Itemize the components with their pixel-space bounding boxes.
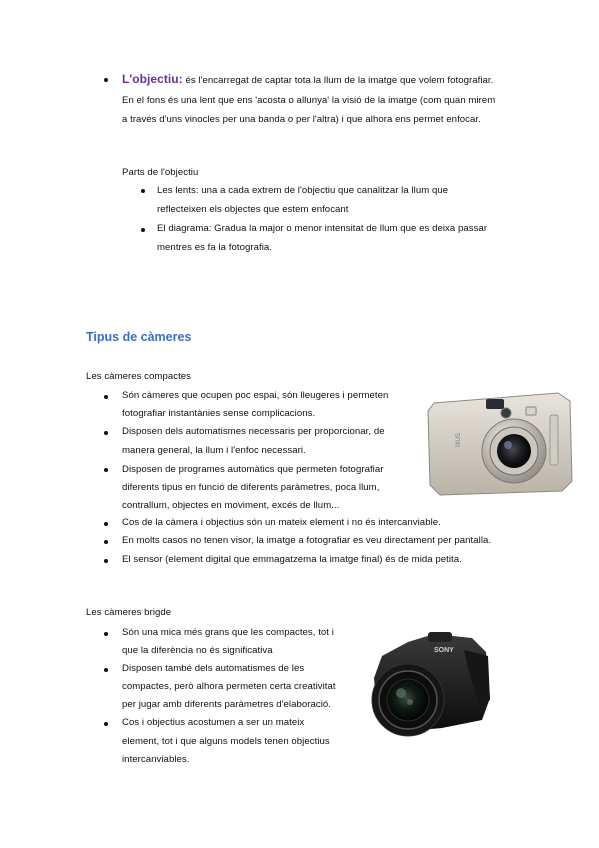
bullet [104,78,108,82]
bridge-heading: Les càmeres brigde [86,607,172,618]
bridge-camera-image [368,628,494,744]
bullet [141,189,145,193]
bridge-item-3-l2: element, tot i que alguns models tenen objectius [122,736,330,747]
parts-heading: Parts de l'objectiu [122,167,199,178]
objectiu-keyword: L'objectiu: [122,72,183,86]
sony-logo: SONY [434,647,454,654]
objectiu-line2: En el fons és una lent que ens 'acosta o allunya' la visió de la imatge (com quan mirem [122,95,496,106]
bridge-item-2-l3: per jugar amb diferents paràmetres d'elaboració. [122,699,332,710]
section-title: Tipus de càmeres [86,330,192,344]
compactes-item-3-l3: contrallum, objectes en moviment, excés de llum... [122,500,340,511]
bridge-item-2-l2: compactes, però alhora permeten certa creativitat [122,681,336,692]
compactes-item-3-l2: diferents tipus en funció de diferents paràmetres, poca llum, [122,482,380,493]
bullet [104,668,108,672]
parts-item-1-line1: Les lents: una a cada extrem de l'objectiu que canalitzar la llum que [157,185,449,196]
bridge-item-1-l2: que la diferència no és significativa [122,645,273,656]
objectiu-text1: és l'encarregat de captar tota la llum de la imatge que volem fotografiar. [182,75,494,86]
compactes-item-6: El sensor (element digital que emmagatzema la imatge final) és de mida petita. [122,554,462,565]
bullet [104,559,108,563]
bullet [104,431,108,435]
bridge-item-3-l3: intercanviables. [122,754,190,765]
bullet [141,228,145,232]
bullet [104,395,108,399]
parts-item-2-line1: El diagrama: Gradua la major o menor intensitat de llum que es deixa passar [157,223,488,234]
bullet [104,522,108,526]
compactes-item-2-l1: Disposen dels automatismes necessaris per proporcionar, de [122,426,385,437]
compact-camera-image [426,385,574,497]
compactes-item-1-l1: Són càmeres que ocupen poc espai, són lleugeres i permeten [122,390,389,401]
parts-item-1-line2: reflecteixen els objectes que estem enfocant [157,204,349,215]
parts-item-2-line2: mentres es fa la fotografia. [157,242,272,253]
bullet [104,540,108,544]
compactes-heading: Les càmeres compactes [86,371,192,382]
objectiu-line3: a través d'uns vinocles per una banda o per l'altra) i que alhora ens permet enfocar. [122,114,481,125]
bullet [104,722,108,726]
bridge-item-2-l1: Disposen també dels automatismes de les [122,663,305,674]
bullet [104,468,108,472]
compactes-item-3-l1: Disposen de programes automàtics que permeten fotografiar [122,464,384,475]
bullet [104,632,108,636]
bridge-item-1-l1: Són una mica més grans que les compactes, tot i [122,627,334,638]
objectiu-line1 [122,70,493,90]
svg-text:IXUS: IXUS [456,432,462,447]
compactes-item-2-l2: manera general, la llum i l'enfoc necessari. [122,445,306,456]
compactes-item-4: Cos de la càmera i objectius són un mateix element i no és intercanviable. [122,517,441,528]
bridge-item-3-l1: Cos i objectius acostumen a ser un mateix [122,717,305,728]
compactes-item-5: En molts casos no tenen visor, la imatge a fotografiar es veu directament per pantalla. [122,535,492,546]
compactes-item-1-l2: fotografiar instantànies sense complicacions. [122,408,316,419]
